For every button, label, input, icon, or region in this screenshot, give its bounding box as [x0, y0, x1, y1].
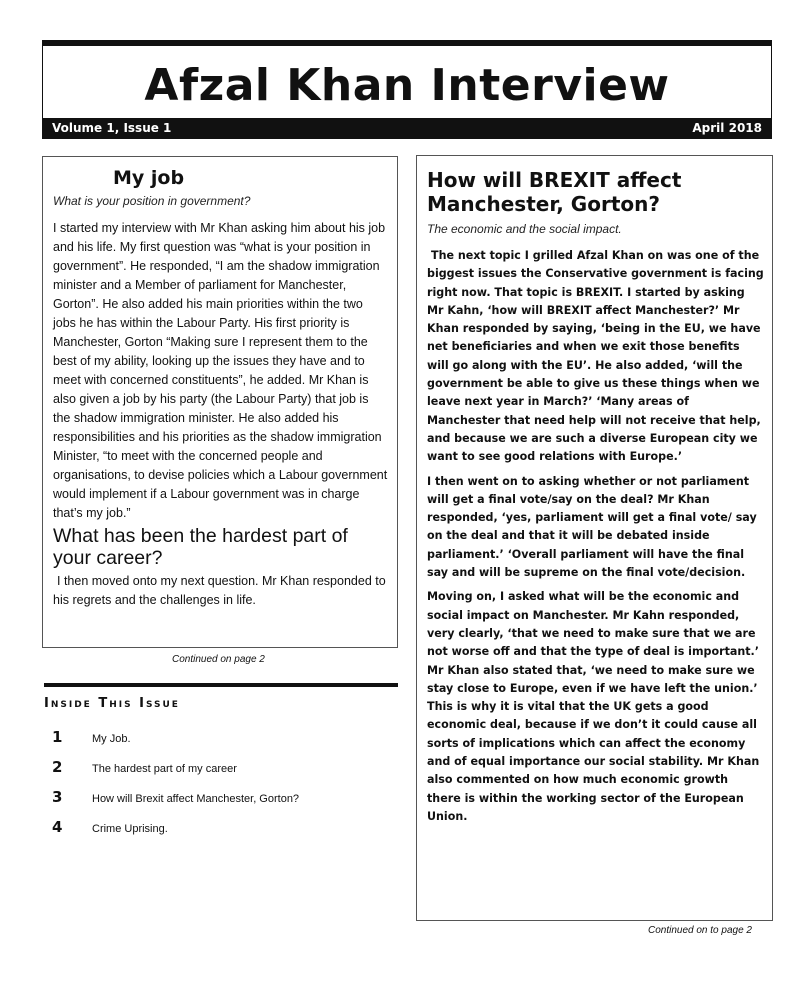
toc-number: 2: [52, 758, 63, 776]
brexit-heading: How will BREXIT affect Manchester, Gorton?: [427, 168, 682, 216]
section-divider: [44, 683, 398, 687]
toc-item: [52, 728, 382, 758]
volume-label: Volume 1, Issue 1: [52, 121, 172, 135]
brexit-subheading: The economic and the social impact.: [427, 222, 622, 236]
my-job-subheading: What is your position in government?: [53, 194, 251, 208]
brexit-paragraph-1: The next topic I grilled Afzal Khan on was one of the biggest issues the Conservative government is facing right now. That topic is BREXIT. I started by asking Mr Kahn, ‘how will BREXIT affect Manchester?’ Mr Khan responded by saying, ‘being in the EU, we have net beneficiaries and when we exit those benefits will go along with the EU’. He also added, ‘will the government be able to give us these things when we leave next year in March?’ ‘Many areas of Manchester that need help will not receive that help, and because we are such a diverse European city we want to see good relations with Europe.’: [427, 249, 764, 464]
my-job-heading: My job: [113, 167, 185, 189]
toc-item: [52, 818, 382, 848]
table-of-contents: [52, 728, 382, 848]
my-job-article: [42, 156, 398, 648]
toc-label: My Job.: [92, 733, 131, 745]
toc-number: 1: [52, 728, 63, 746]
inside-issue-title: Inside This Issue: [44, 696, 180, 711]
issue-bar: [42, 118, 772, 139]
continued-note-left: Continued on page 2: [172, 654, 265, 665]
toc-label: How will Brexit affect Manchester, Gorton?: [92, 793, 300, 805]
continued-note-right: Continued on to page 2: [648, 925, 752, 936]
brexit-paragraph-2: I then went on to asking whether or not parliament will get a final vote/say on the deal? Mr Khan responded, ‘yes, parliament will get a final vote/ say on the deal and that it will be debated inside parliament.’ ‘Overall parliament will have the final say and will be supreme on the final vote/decision.: [427, 474, 757, 580]
toc-number: 4: [52, 818, 63, 836]
hardest-part-heading: What has been the hardest part of your career?: [53, 525, 348, 569]
hardest-part-body: I then moved onto my next question. Mr Khan responded to his regrets and the challenges in life.: [53, 574, 386, 607]
issue-date: April 2018: [692, 121, 762, 135]
newsletter-title: Afzal Khan Interview: [144, 60, 670, 111]
my-job-body: I started my interview with Mr Khan asking him about his job and his life. My first question was “what is your position in government”. He responded, “I am the shadow immigration minister and a Member of parliament for Manchester, Gorton”. He also added his main priorities within the two jobs he has within the Labour Party. His first priority is Manchester, Gorton “Making sure I represent them to the best of my ability, looking up the issues they have and to meet with concerned constituents”, he added. Mr Khan is also given a job by his party (the Labour Party) that job is the shadow immigration minister. He also added his responsibilities and his priorities as the shadow immigration Minister, “to meet with the concerned people and organisations, to devise policies which a Labour government would implement if a Labour government was in charge that’s my job.”: [53, 221, 388, 520]
toc-number: 3: [52, 788, 63, 806]
brexit-paragraph-3: Moving on, I asked what will be the economic and social impact on Manchester. Mr Kahn responded, very clearly, ‘that we need to make sure that we are not worse off and that the type of deal is important.’ Mr Khan also stated that, ‘we need to make sure we stay close to Europe, even if we have left the union.’ This is why it is vital that the UK gets a good economic deal, because if we don’t it could cause all sorts of implications which can affect the economy and of equal importance our social stability. Mr Khan also commented on how much economic growth there is within the working sector of the European Union.: [427, 590, 760, 823]
brexit-article: [416, 155, 773, 921]
toc-item: [52, 758, 382, 788]
toc-label: Crime Uprising.: [92, 823, 168, 835]
toc-label: The hardest part of my career: [92, 763, 237, 775]
toc-item: [52, 788, 382, 818]
